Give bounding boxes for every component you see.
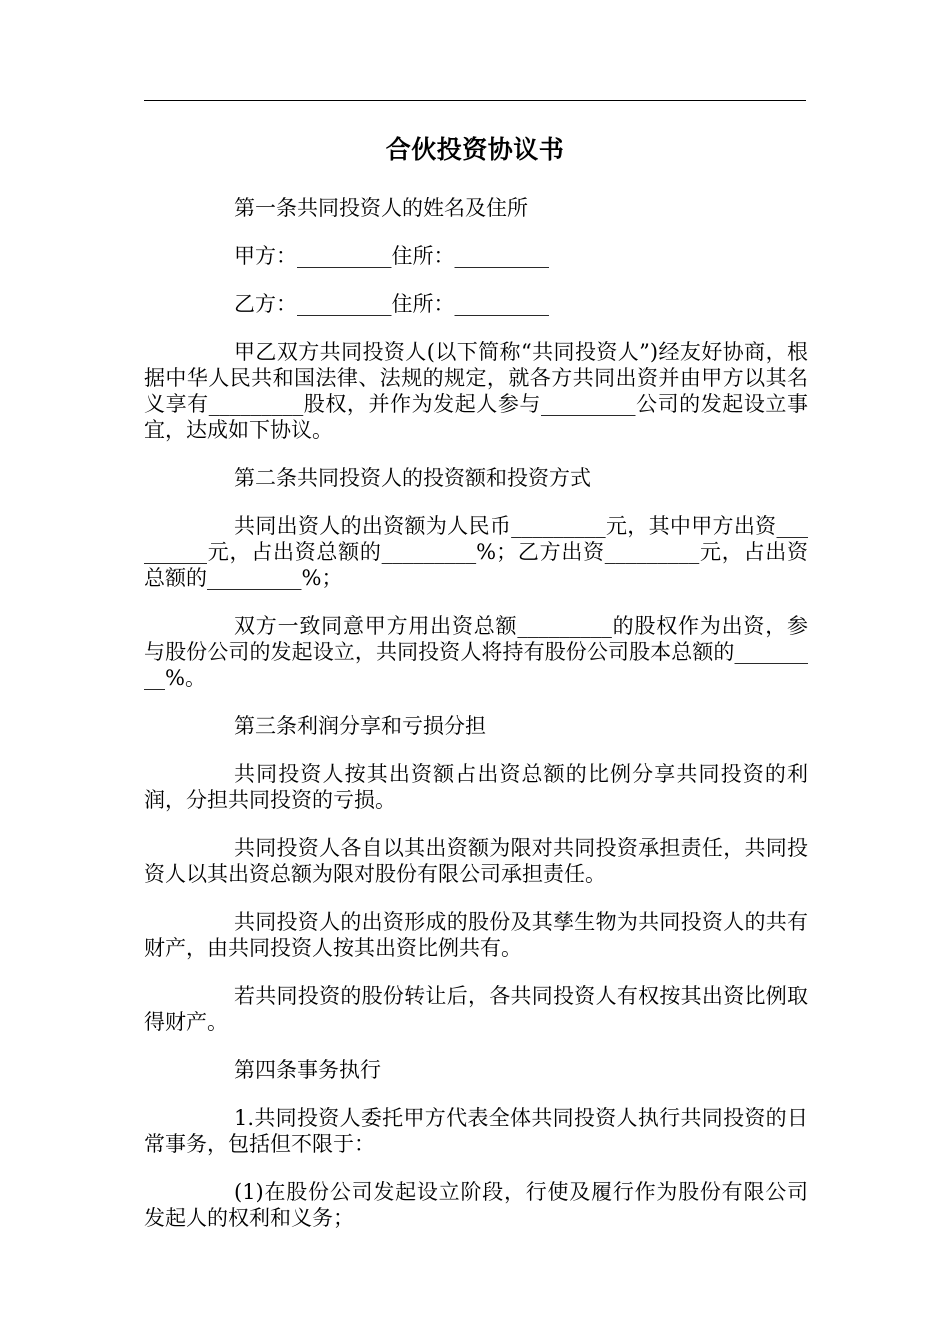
party-a-line: 甲方：_________住所：_________ <box>234 244 549 268</box>
preamble-paragraph: 甲乙双方共同投资人(以下简称“共同投资人”)经友好协商，根据中华人民共和国法律、法规的规定，就各方共同出资并由甲方以其名义享有_________股权，并作为发起人参与_________公司的发起设立事宜，达成如下协议。 <box>144 340 808 442</box>
profit-sharing-paragraph: 共同投资人按其出资额占出资总额的比例分享共同投资的利润，分担共同投资的亏损。 <box>144 762 808 812</box>
document-title: 合伙投资协议书 <box>385 135 565 164</box>
header-rule <box>144 100 806 101</box>
article-1-heading: 第一条共同投资人的姓名及住所 <box>234 196 528 220</box>
article-3-heading: 第三条利润分享和亏损分担 <box>234 714 486 738</box>
share-transfer-paragraph: 若共同投资的股份转让后，各共同投资人有权按其出资比例取得财产。 <box>144 984 808 1034</box>
delegation-paragraph: 1.共同投资人委托甲方代表全体共同投资人执行共同投资的日常事务，包括但不限于： <box>144 1106 808 1156</box>
document-body <box>144 195 808 1253</box>
party-b-line: 乙方：_________住所：_________ <box>234 292 549 316</box>
article-2-heading: 第二条共同投资人的投资额和投资方式 <box>234 466 591 490</box>
liability-paragraph: 共同投资人各自以其出资额为限对共同投资承担责任，共同投资人以其出资总额为限对股份有限公司承担责任。 <box>144 836 808 886</box>
article-4-heading: 第四条事务执行 <box>234 1058 381 1082</box>
equity-contribution-paragraph: 双方一致同意甲方用出资总额_________的股权作为出资，参与股份公司的发起设立，共同投资人将持有股份公司股本总额的_________%。 <box>144 614 808 690</box>
promoter-duties-item: (1)在股份公司发起设立阶段，行使及履行作为股份有限公司发起人的权利和义务； <box>144 1180 808 1230</box>
investment-amount-paragraph: 共同出资人的出资额为人民币_________元，其中甲方出资_________元，占出资总额的_________%；乙方出资_________元，占出资总额的_________%； <box>144 514 808 590</box>
joint-property-paragraph: 共同投资人的出资形成的股份及其孳生物为共同投资人的共有财产，由共同投资人按其出资比例共有。 <box>144 910 808 960</box>
